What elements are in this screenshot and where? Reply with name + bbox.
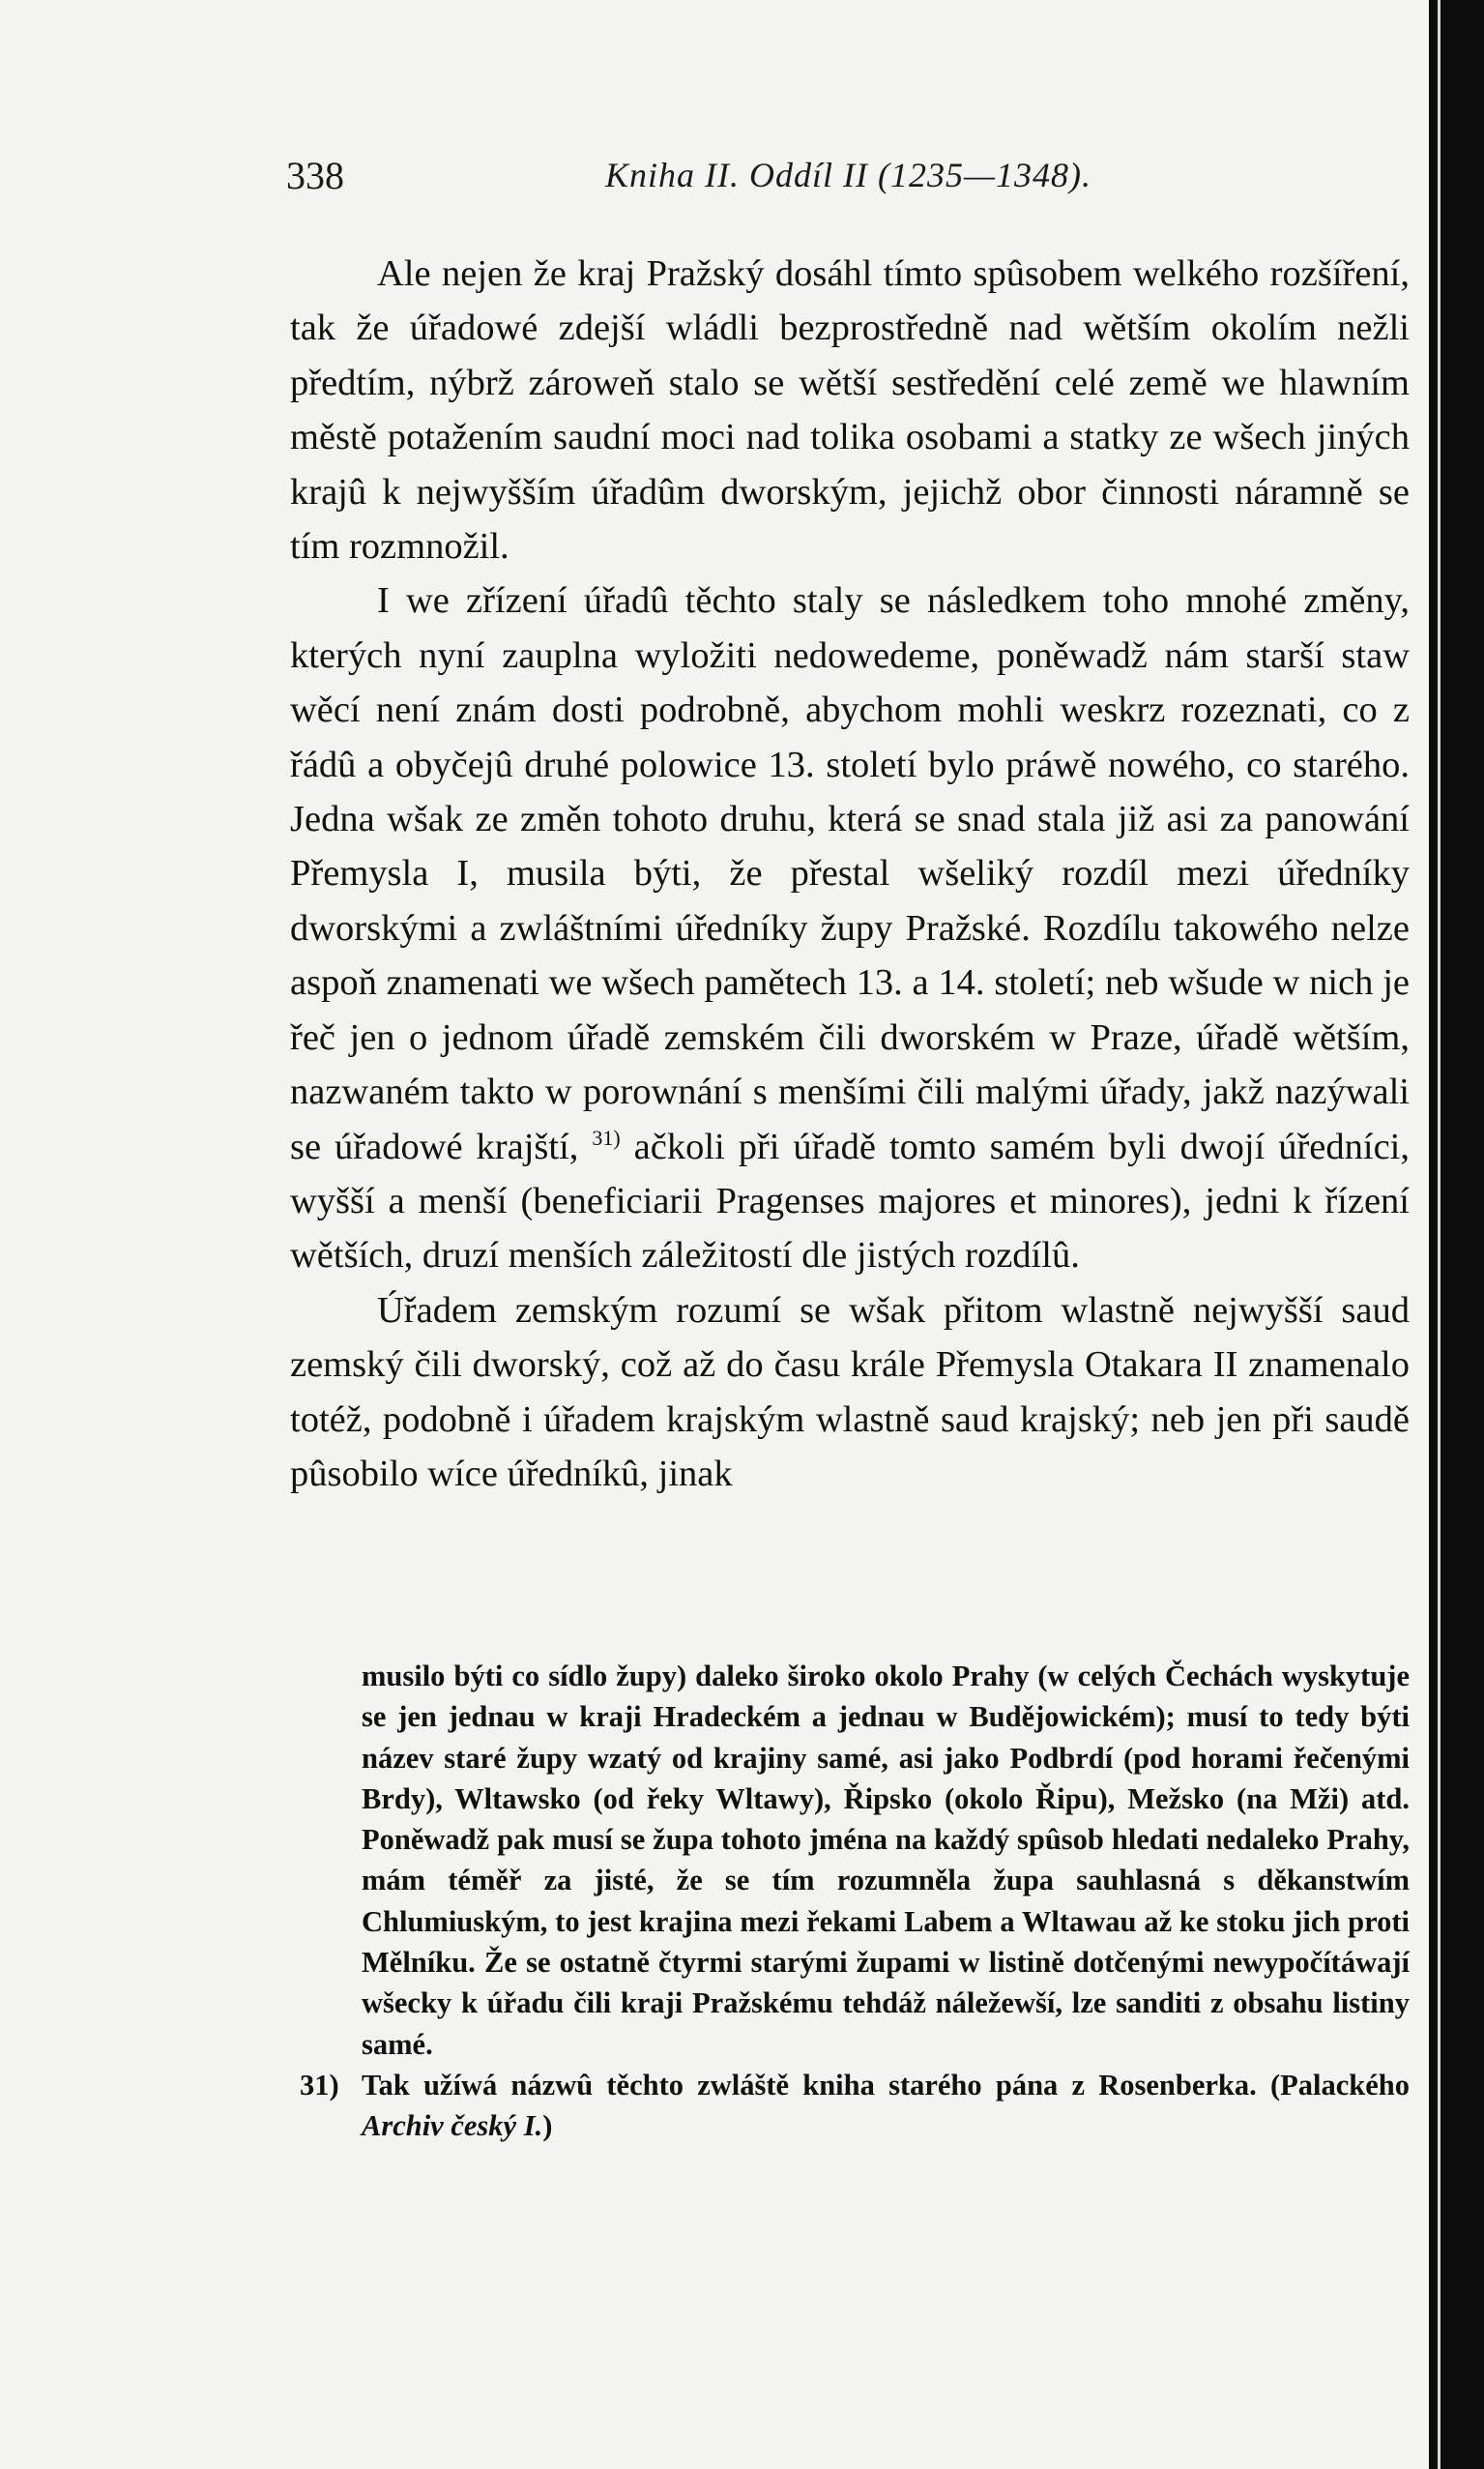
footnote-reference: 31) bbox=[592, 1125, 621, 1150]
page-edge-line bbox=[1438, 0, 1440, 2469]
paragraph-2-end: ačkoli při úřadě tomto samém byli dwojí úředníci, wyšší a menší (beneficiarii Pragenses majores et minores), jedni k řízení wětších, druzí menších záležitostí dle jistých rozdílû. bbox=[290, 1126, 1410, 1277]
page-number: 338 bbox=[286, 154, 344, 197]
footnote-31-close: ) bbox=[542, 2109, 553, 2143]
main-text bbox=[290, 247, 1410, 1501]
footnote-mark: 31) bbox=[300, 2068, 339, 2102]
paragraph-2 bbox=[290, 573, 1410, 1282]
footnote-31-text: Tak užíwá názwû těchto zwláště kniha starého pána z Rosenberka. (Palackého bbox=[362, 2068, 1410, 2102]
paragraph-1: Ale nejen že kraj Pražský dosáhl tímto spûsobem welkého rozšíření, tak že úřadowé zdejší wládli bezprostředně nad wětším okolím nežli předtím, nýbrž zároweň stalo se wětší sestředění celé země we hlawním městě potažením saudní moci nad tolika osobami a statky ze wšech jiných krajû k nejwyšším úřadûm dworským, jejichž obor činnosti náramně se tím rozmnožil. bbox=[290, 253, 1410, 568]
running-head: Kniha II. Oddíl II (1235—1348). bbox=[605, 156, 1091, 194]
footnote-continued: musilo býti co sídlo župy) daleko široko okolo Prahy (w celých Čechách wyskytuje se jen jednau w kraji Hradeckém a jednau w Budějowickém); musí to tedy býti název staré župy wzatý od krajiny samé, asi jako Podbrdí (pod horami řečenými Brdy), Wltawsko (od řeky Wltawy), Řipsko (okolo Řipu), Mežsko (na Mži) atd. Poněwadž pak musí se župa tohoto jména na každý spûsob hledati nedaleko Prahy, mám téměř za jisté, že se tím rozumněla župa sauhlasná s děkanstwím Chlumiuským, to jest krajina mezi řekami Labem a Wltawau až ke stoku jich proti Mělníku. Že se ostatně čtyrmi starými župami w listině dotčenými newypočítáwají wšecky k úřadu čili kraji Pražskému tehdáž náležewší, lze sanditi z obsahu listiny samé. bbox=[362, 1660, 1410, 2061]
footnote-31-title: Archiv český I. bbox=[362, 2109, 543, 2143]
footnotes bbox=[290, 1656, 1410, 2147]
footnote-31 bbox=[290, 2065, 1410, 2147]
page-header bbox=[286, 153, 1408, 201]
paragraph-3: Úřadem zemským rozumí se wšak přitom wlastně nejwyšší saud zemský čili dworský, což až do času krále Přemysla Otakara II znamenalo totéž, podobně i úřadem krajským wlastně saud krajský; neb jen při saudě pûsobilo wíce úředníkû, jinak bbox=[290, 1289, 1410, 1494]
paragraph-2-text: I we zřízení úřadû těchto staly se následkem toho mnohé změny, kterých nyní zauplna wyložiti nedowedeme, poněwadž nám starší staw wěcí není znám dosti podrobně, abychom mohli weskrz rozeznati, co z řádû a obyčejû druhé polowice 13. století bylo práwě nowého, co starého. Jedna wšak ze změn tohoto druhu, která se snad stala již asi za panowání Přemysla I, musila býti, že přestal wšeliký rozdíl mezi úředníky dworskými a zwláštními úředníky župy Pražské. Rozdílu takowého nelze aspoň znamenati we wšech pamětech 13. a 14. století; neb wšude w nich je řeč jen o jednom úřadě zemském čili dworském w Praze, úřadě wětším, nazwaném takto w porownání s menšími čili malými úřady, jakž nazýwali se úřadowé krajští, bbox=[290, 580, 1410, 1167]
